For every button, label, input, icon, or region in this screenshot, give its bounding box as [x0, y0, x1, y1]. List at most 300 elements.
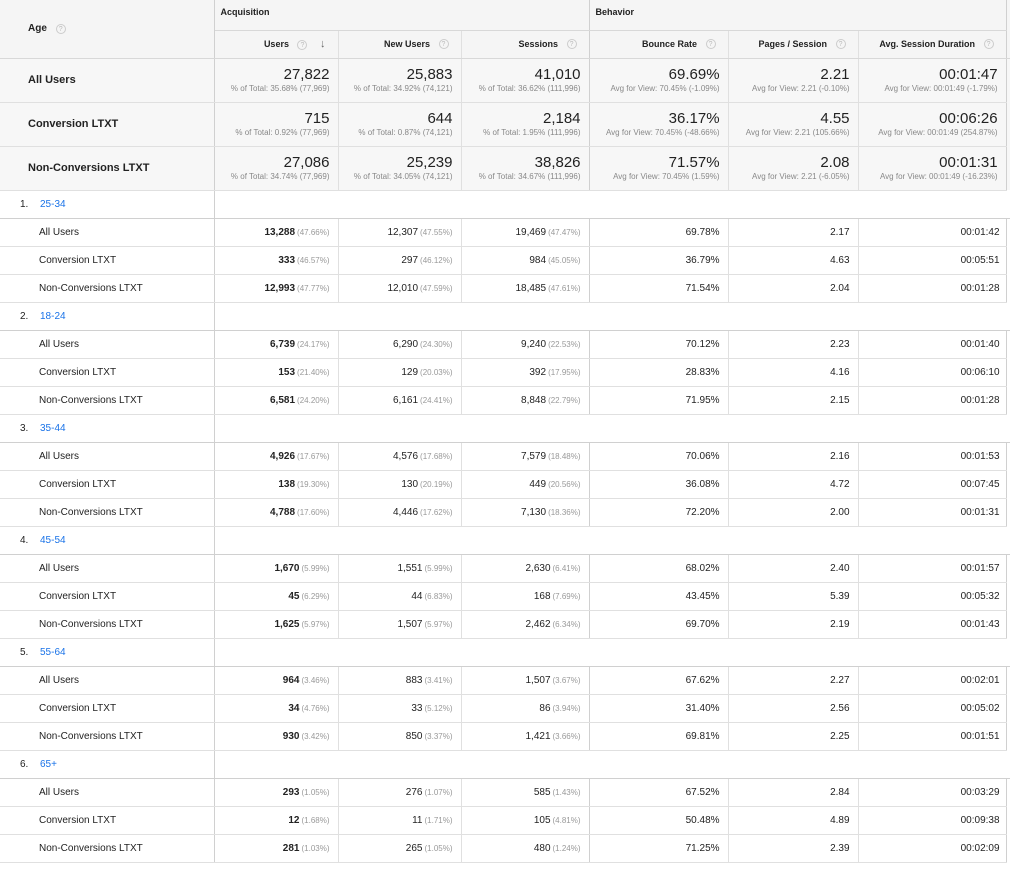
cell-value: 168	[533, 590, 551, 602]
cell-bounce-rate: 67.52%	[589, 778, 728, 806]
cell-users	[214, 246, 338, 274]
column-header-bounce-rate[interactable]	[589, 30, 728, 58]
cell-bounce-rate: 71.54%	[589, 274, 728, 302]
table-row	[0, 386, 1010, 414]
cell-percent: (4.81%)	[552, 815, 581, 825]
totals-cell-sessions	[461, 58, 589, 102]
totals-cell-sessions	[461, 146, 589, 190]
totals-value: 2.21	[820, 66, 850, 83]
cell-percent: (4.76%)	[301, 703, 330, 713]
cell-sessions	[461, 722, 589, 750]
column-header-users-label: Users	[263, 39, 289, 49]
row-label: Non-Conversions LTXT	[0, 722, 214, 750]
cell-users	[214, 218, 338, 246]
segment-name: Non-Conversions LTXT	[28, 162, 150, 174]
totals-comparison: % of Total: 34.74% (77,969)	[230, 172, 330, 181]
age-group-link[interactable]: 65+	[40, 758, 57, 770]
cell-value: 12	[288, 814, 300, 826]
cell-value: 293	[282, 786, 300, 798]
cell-new_users	[338, 834, 461, 862]
cell-bounce-rate: 36.08%	[589, 470, 728, 498]
cell-avg-duration: 00:01:31	[858, 498, 1006, 526]
row-label: All Users	[0, 778, 214, 806]
cell-users	[214, 554, 338, 582]
cell-percent: (24.20%)	[297, 395, 330, 405]
cell-new_users	[338, 694, 461, 722]
totals-cell-duration	[858, 146, 1006, 190]
cell-sessions	[461, 386, 589, 414]
totals-comparison: % of Total: 34.67% (111,996)	[478, 172, 581, 181]
cell-percent: (1.43%)	[552, 787, 581, 797]
row-spacer	[1006, 386, 1010, 414]
cell-percent: (47.66%)	[297, 227, 330, 237]
cell-users	[214, 694, 338, 722]
cell-avg-duration: 00:01:28	[858, 386, 1006, 414]
cell-value: 9,240	[521, 338, 547, 350]
cell-value: 6,739	[270, 338, 296, 350]
group-label	[0, 190, 214, 218]
cell-percent: (6.29%)	[301, 591, 330, 601]
cell-percent: (1.03%)	[301, 843, 330, 853]
cell-users	[214, 778, 338, 806]
totals-value: 2,184	[542, 110, 581, 127]
cell-users	[214, 498, 338, 526]
sort-descending-icon[interactable]: ↓	[320, 38, 326, 50]
table-row	[0, 722, 1010, 750]
cell-new_users	[338, 582, 461, 610]
cell-value: 1,625	[274, 618, 300, 630]
group-label	[0, 414, 214, 442]
cell-pages-session: 5.39	[728, 582, 858, 610]
table-row	[0, 358, 1010, 386]
totals-label	[0, 58, 214, 102]
totals-comparison: Avg for View: 70.45% (-1.09%)	[610, 84, 720, 93]
age-group-link[interactable]: 18-24	[40, 310, 66, 322]
totals-label	[0, 146, 214, 190]
totals-cell-pages	[728, 146, 858, 190]
cell-percent: (1.05%)	[424, 843, 453, 853]
cell-pages-session: 2.27	[728, 666, 858, 694]
cell-bounce-rate: 50.48%	[589, 806, 728, 834]
row-label: Conversion LTXT	[0, 358, 214, 386]
totals-cell-duration	[858, 102, 1006, 146]
cell-sessions	[461, 358, 589, 386]
row-spacer	[1006, 554, 1010, 582]
age-group-link[interactable]: 45-54	[40, 534, 66, 546]
cell-value: 585	[533, 786, 551, 798]
header-spacer	[1006, 0, 1010, 58]
cell-percent: (3.41%)	[424, 675, 453, 685]
table-body	[0, 58, 1010, 862]
totals-comparison: Avg for View: 00:01:49 (254.87%)	[878, 128, 998, 137]
column-header-bounce-rate-label: Bounce Rate	[642, 38, 698, 49]
row-spacer	[1006, 610, 1010, 638]
group-index: 1.	[20, 198, 29, 210]
cell-new_users	[338, 246, 461, 274]
table-row	[0, 666, 1010, 694]
cell-value: 7,579	[521, 450, 547, 462]
group-header-fill	[214, 750, 1010, 778]
cell-pages-session: 2.19	[728, 610, 858, 638]
group-header-row	[0, 302, 1010, 330]
cell-pages-session: 2.84	[728, 778, 858, 806]
age-group-link[interactable]: 25-34	[40, 198, 66, 210]
cell-bounce-rate: 70.12%	[589, 330, 728, 358]
totals-cell-new_users	[338, 102, 461, 146]
cell-bounce-rate: 31.40%	[589, 694, 728, 722]
cell-users	[214, 274, 338, 302]
cell-pages-session: 2.25	[728, 722, 858, 750]
cell-bounce-rate: 71.25%	[589, 834, 728, 862]
acquisition-group-label: Acquisition	[220, 7, 270, 17]
cell-percent: (20.03%)	[420, 367, 453, 377]
column-header-avg-duration-label: Avg. Session Duration	[879, 38, 976, 49]
cell-value: 6,290	[393, 338, 419, 350]
cell-pages-session: 2.16	[728, 442, 858, 470]
cell-avg-duration: 00:01:51	[858, 722, 1006, 750]
cell-percent: (5.99%)	[424, 563, 453, 573]
age-group-link[interactable]: 35-44	[40, 422, 66, 434]
cell-bounce-rate: 71.95%	[589, 386, 728, 414]
cell-bounce-rate: 69.70%	[589, 610, 728, 638]
cell-value: 86	[539, 702, 551, 714]
group-label	[0, 526, 214, 554]
cell-bounce-rate: 28.83%	[589, 358, 728, 386]
help-icon[interactable]: ?	[56, 24, 66, 34]
cell-sessions	[461, 498, 589, 526]
cell-pages-session: 2.56	[728, 694, 858, 722]
cell-users	[214, 666, 338, 694]
help-icon[interactable]: ?	[439, 39, 449, 49]
help-icon[interactable]: ?	[984, 39, 994, 49]
group-header-fill	[214, 638, 1010, 666]
cell-sessions	[461, 442, 589, 470]
cell-pages-session: 2.23	[728, 330, 858, 358]
cell-users	[214, 582, 338, 610]
cell-value: 4,788	[270, 506, 296, 518]
row-spacer	[1006, 358, 1010, 386]
cell-percent: (1.24%)	[552, 843, 581, 853]
column-header-new-users-label: New Users	[383, 38, 430, 49]
cell-value: 129	[401, 366, 419, 378]
totals-value: 71.57%	[668, 154, 720, 171]
cell-percent: (20.19%)	[420, 479, 453, 489]
cell-users	[214, 386, 338, 414]
row-label: All Users	[0, 666, 214, 694]
cell-new_users	[338, 470, 461, 498]
cell-pages-session: 2.04	[728, 274, 858, 302]
cell-sessions	[461, 778, 589, 806]
cell-new_users	[338, 554, 461, 582]
cell-avg-duration: 00:07:45	[858, 470, 1006, 498]
cell-avg-duration: 00:02:01	[858, 666, 1006, 694]
age-group-link[interactable]: 55-64	[40, 646, 66, 658]
totals-value: 41,010	[534, 66, 581, 83]
cell-percent: (3.66%)	[552, 731, 581, 741]
cell-value: 276	[405, 786, 423, 798]
cell-bounce-rate: 69.78%	[589, 218, 728, 246]
totals-value: 00:06:26	[939, 110, 998, 127]
help-icon[interactable]: ?	[567, 39, 577, 49]
cell-percent: (22.79%)	[548, 395, 581, 405]
row-spacer	[1006, 330, 1010, 358]
cell-pages-session: 2.40	[728, 554, 858, 582]
row-spacer	[1006, 274, 1010, 302]
cell-value: 333	[278, 254, 296, 266]
group-header-fill	[214, 190, 1010, 218]
cell-percent: (3.67%)	[552, 675, 581, 685]
cell-value: 13,288	[264, 226, 296, 238]
cell-avg-duration: 00:01:28	[858, 274, 1006, 302]
group-header-row	[0, 190, 1010, 218]
cell-value: 6,161	[393, 394, 419, 406]
totals-value: 69.69%	[668, 66, 720, 83]
group-label	[0, 750, 214, 778]
cell-percent: (47.47%)	[548, 227, 581, 237]
cell-avg-duration: 00:09:38	[858, 806, 1006, 834]
cell-percent: (47.61%)	[548, 283, 581, 293]
row-spacer	[1006, 582, 1010, 610]
cell-value: 19,469	[515, 226, 547, 238]
cell-percent: (5.97%)	[424, 619, 453, 629]
column-header-sessions-label: Sessions	[518, 38, 559, 49]
cell-percent: (21.40%)	[297, 367, 330, 377]
cell-value: 2,630	[525, 562, 551, 574]
totals-comparison: Avg for View: 70.45% (1.59%)	[613, 172, 720, 181]
cell-percent: (3.94%)	[552, 703, 581, 713]
cell-percent: (17.95%)	[548, 367, 581, 377]
group-header-row	[0, 750, 1010, 778]
totals-row	[0, 102, 1010, 146]
cell-value: 964	[282, 674, 300, 686]
cell-bounce-rate: 72.20%	[589, 498, 728, 526]
cell-pages-session: 2.15	[728, 386, 858, 414]
cell-value: 8,848	[521, 394, 547, 406]
dimension-header-label: Age	[28, 23, 47, 35]
totals-comparison: % of Total: 1.95% (111,996)	[483, 128, 581, 137]
cell-new_users	[338, 330, 461, 358]
row-label: Conversion LTXT	[0, 470, 214, 498]
cell-users	[214, 722, 338, 750]
cell-percent: (17.60%)	[297, 507, 330, 517]
totals-comparison: Avg for View: 2.21 (-6.05%)	[752, 172, 850, 181]
totals-cell-pages	[728, 102, 858, 146]
cell-value: 7,130	[521, 506, 547, 518]
cell-value: 105	[533, 814, 551, 826]
column-header-avg-duration[interactable]	[858, 30, 1006, 58]
totals-cell-users	[214, 58, 338, 102]
cell-percent: (20.56%)	[548, 479, 581, 489]
cell-bounce-rate: 43.45%	[589, 582, 728, 610]
totals-comparison: % of Total: 34.92% (74,121)	[353, 84, 453, 93]
cell-sessions	[461, 554, 589, 582]
row-spacer	[1006, 694, 1010, 722]
cell-users	[214, 470, 338, 498]
cell-value: 297	[401, 254, 419, 266]
table-row	[0, 470, 1010, 498]
cell-value: 12,010	[387, 282, 419, 294]
column-header-new-users[interactable]	[338, 30, 461, 58]
row-label: Conversion LTXT	[0, 246, 214, 274]
cell-new_users	[338, 442, 461, 470]
cell-pages-session: 2.39	[728, 834, 858, 862]
totals-value: 25,883	[406, 66, 453, 83]
cell-percent: (45.05%)	[548, 255, 581, 265]
cell-percent: (46.12%)	[420, 255, 453, 265]
cell-value: 34	[288, 702, 300, 714]
cell-users	[214, 806, 338, 834]
help-icon[interactable]: ?	[297, 40, 307, 50]
totals-cell-new_users	[338, 58, 461, 102]
cell-bounce-rate: 69.81%	[589, 722, 728, 750]
totals-cell-duration	[858, 58, 1006, 102]
table-row	[0, 694, 1010, 722]
totals-comparison: % of Total: 0.87% (74,121)	[358, 128, 453, 137]
totals-cell-sessions	[461, 102, 589, 146]
row-label: Non-Conversions LTXT	[0, 386, 214, 414]
totals-value: 00:01:31	[939, 154, 998, 171]
group-header-fill	[214, 302, 1010, 330]
group-index: 4.	[20, 534, 29, 546]
cell-users	[214, 834, 338, 862]
group-header-fill	[214, 414, 1010, 442]
cell-percent: (7.69%)	[552, 591, 581, 601]
totals-comparison: % of Total: 35.68% (77,969)	[230, 84, 330, 93]
cell-value: 850	[405, 730, 423, 742]
row-label: Non-Conversions LTXT	[0, 610, 214, 638]
group-header-fill	[214, 526, 1010, 554]
group-header-row	[0, 414, 1010, 442]
row-label: All Users	[0, 442, 214, 470]
cell-users	[214, 330, 338, 358]
cell-pages-session: 2.17	[728, 218, 858, 246]
column-header-pages-session[interactable]	[728, 30, 858, 58]
table-row	[0, 498, 1010, 526]
row-label: Non-Conversions LTXT	[0, 274, 214, 302]
table-row	[0, 274, 1010, 302]
totals-cell-bounce	[589, 102, 728, 146]
group-label	[0, 638, 214, 666]
cell-percent: (1.68%)	[301, 815, 330, 825]
row-spacer	[1006, 470, 1010, 498]
cell-sessions	[461, 246, 589, 274]
cell-avg-duration: 00:05:02	[858, 694, 1006, 722]
table-row	[0, 246, 1010, 274]
cell-percent: (24.41%)	[420, 395, 453, 405]
cell-new_users	[338, 274, 461, 302]
cell-value: 1,507	[525, 674, 551, 686]
cell-value: 1,421	[525, 730, 551, 742]
acquisition-group-header	[214, 0, 589, 30]
table-row	[0, 330, 1010, 358]
cell-avg-duration: 00:01:43	[858, 610, 1006, 638]
totals-label	[0, 102, 214, 146]
row-label: Non-Conversions LTXT	[0, 498, 214, 526]
row-spacer	[1006, 442, 1010, 470]
group-index: 6.	[20, 758, 29, 770]
cell-sessions	[461, 330, 589, 358]
totals-value: 4.55	[820, 110, 850, 127]
row-spacer	[1006, 246, 1010, 274]
cell-percent: (47.59%)	[420, 283, 453, 293]
row-spacer	[1006, 58, 1010, 102]
row-spacer	[1006, 498, 1010, 526]
table-row	[0, 834, 1010, 862]
row-label: All Users	[0, 330, 214, 358]
row-spacer	[1006, 722, 1010, 750]
totals-value: 00:01:47	[939, 66, 998, 83]
totals-value: 2.08	[820, 154, 850, 171]
cell-new_users	[338, 778, 461, 806]
totals-value: 644	[427, 110, 453, 127]
cell-value: 45	[288, 590, 300, 602]
totals-cell-bounce	[589, 58, 728, 102]
cell-value: 2,462	[525, 618, 551, 630]
group-index: 2.	[20, 310, 29, 322]
totals-value: 27,086	[283, 154, 330, 171]
column-header-pages-session-label: Pages / Session	[758, 38, 828, 49]
row-label: Conversion LTXT	[0, 806, 214, 834]
cell-value: 883	[405, 674, 423, 686]
cell-pages-session: 4.63	[728, 246, 858, 274]
column-header-sessions[interactable]	[461, 30, 589, 58]
group-header-row	[0, 638, 1010, 666]
totals-row	[0, 58, 1010, 102]
cell-value: 1,507	[397, 618, 423, 630]
cell-percent: (5.12%)	[424, 703, 453, 713]
cell-users	[214, 442, 338, 470]
cell-new_users	[338, 722, 461, 750]
cell-value: 153	[278, 366, 296, 378]
table-row	[0, 218, 1010, 246]
cell-pages-session: 4.16	[728, 358, 858, 386]
behavior-group-label: Behavior	[595, 7, 635, 17]
row-spacer	[1006, 218, 1010, 246]
cell-percent: (3.37%)	[424, 731, 453, 741]
cell-value: 480	[533, 842, 551, 854]
segment-name: All Users	[28, 74, 76, 86]
cell-value: 138	[278, 478, 296, 490]
cell-value: 44	[411, 590, 423, 602]
help-icon[interactable]: ?	[836, 39, 846, 49]
cell-sessions	[461, 470, 589, 498]
cell-percent: (17.68%)	[420, 451, 453, 461]
help-icon[interactable]: ?	[706, 39, 716, 49]
cell-avg-duration: 00:03:29	[858, 778, 1006, 806]
cell-avg-duration: 00:01:53	[858, 442, 1006, 470]
dimension-header[interactable]	[0, 0, 214, 58]
column-header-users[interactable]	[214, 30, 338, 58]
cell-percent: (18.48%)	[548, 451, 581, 461]
cell-value: 18,485	[515, 282, 547, 294]
cell-value: 449	[529, 478, 547, 490]
cell-percent: (1.71%)	[424, 815, 453, 825]
cell-users	[214, 358, 338, 386]
cell-pages-session: 4.72	[728, 470, 858, 498]
cell-percent: (47.55%)	[420, 227, 453, 237]
cell-avg-duration: 00:05:32	[858, 582, 1006, 610]
cell-value: 6,581	[270, 394, 296, 406]
cell-avg-duration: 00:01:40	[858, 330, 1006, 358]
cell-avg-duration: 00:01:57	[858, 554, 1006, 582]
table-row	[0, 806, 1010, 834]
group-index: 3.	[20, 422, 29, 434]
cell-users	[214, 610, 338, 638]
cell-percent: (17.62%)	[420, 507, 453, 517]
group-header-row	[0, 526, 1010, 554]
cell-percent: (22.53%)	[548, 339, 581, 349]
cell-avg-duration: 00:06:10	[858, 358, 1006, 386]
